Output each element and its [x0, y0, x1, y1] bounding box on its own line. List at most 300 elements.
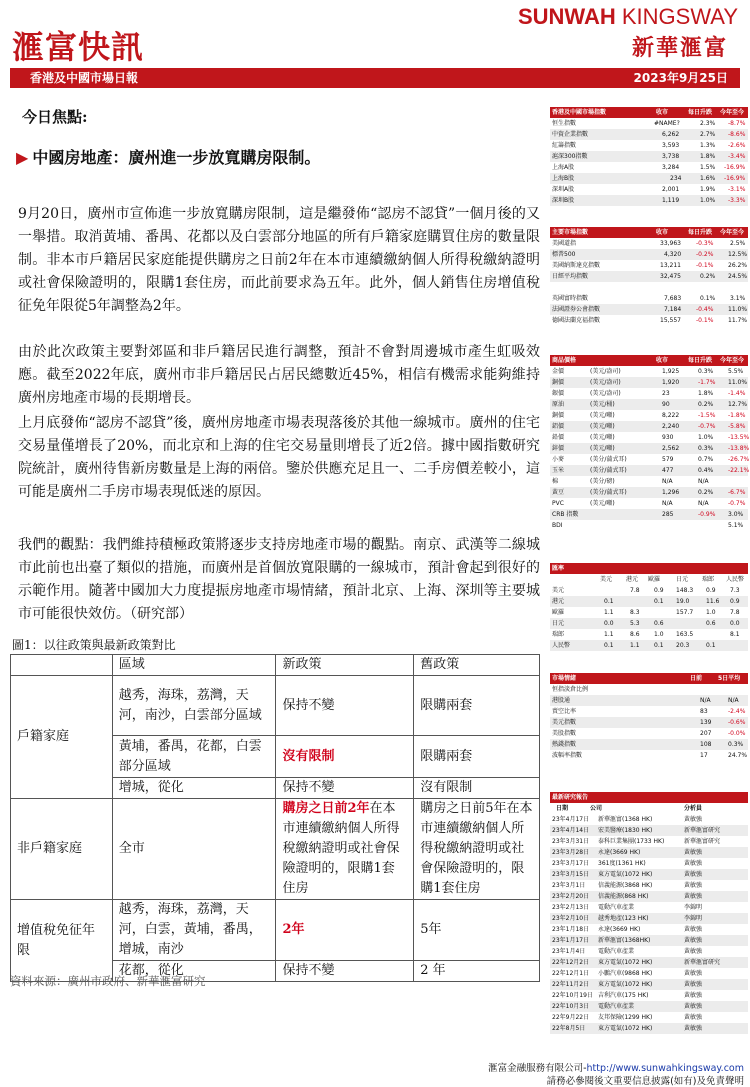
table-cell: 沒有限制 — [276, 736, 414, 778]
row-label: 瑞郎 — [552, 631, 565, 638]
row-value: (美元/噸) — [590, 412, 615, 419]
fx-rows — [550, 585, 748, 651]
row-value: 930 — [662, 434, 674, 441]
row-label: 原油 — [552, 401, 565, 408]
row-value: 黃敏強 — [684, 893, 703, 900]
row-value: 12.5% — [728, 251, 748, 258]
table-row — [550, 432, 748, 443]
logo-en-b: KINGSWAY — [621, 4, 738, 29]
row-value: -1.4% — [728, 390, 746, 397]
row-value: 1.9% — [700, 186, 716, 193]
row-label: 英國富時指數 — [552, 295, 589, 302]
research-rows — [550, 814, 748, 1034]
table-cell: 限購兩套 — [414, 736, 540, 778]
row-value: 163.5 — [676, 631, 694, 638]
table-row — [550, 118, 748, 129]
row-value: 李錦明 — [684, 915, 703, 922]
table-row — [550, 825, 748, 836]
row-label: 22年11月2日 — [552, 981, 590, 988]
row-value: 15,557 — [660, 317, 681, 324]
row-value: N/A — [662, 500, 673, 507]
table-row — [550, 315, 748, 326]
row-value: 2,562 — [662, 445, 680, 452]
table-cell: 增城，從化 — [112, 778, 276, 799]
row-value: 泰科巨業集團(1733 HK) — [598, 838, 665, 845]
row-value: 0.1 — [604, 598, 614, 605]
table-row — [550, 990, 748, 1001]
row-value: (美元/噸) — [590, 434, 615, 441]
row-label: 滬深300指數 — [552, 153, 588, 160]
row-value: 2.5% — [730, 240, 746, 247]
row-value: 黃敏強 — [684, 816, 703, 823]
row-label: CRB 指數 — [552, 511, 579, 518]
row-label: 紅籌指數 — [552, 142, 577, 149]
row-value: 7,683 — [664, 295, 682, 302]
table-row — [550, 140, 748, 151]
row-value: 1,925 — [662, 368, 680, 375]
table-row — [550, 618, 748, 629]
table-row — [550, 814, 748, 825]
row-value: 2,001 — [662, 186, 680, 193]
row-value: 0.2% — [698, 489, 714, 496]
row-value: 1.0 — [654, 631, 664, 638]
row-value: (美元/盎司) — [590, 368, 621, 375]
row-value: 0.1 — [604, 642, 614, 649]
table-row — [550, 520, 748, 531]
row-label: 22年10月3日 — [552, 1003, 590, 1010]
panel-title: 商品價格 — [552, 357, 577, 364]
row-value: 26.2% — [728, 262, 748, 269]
row-label: 法國證券公會指數 — [552, 306, 601, 313]
table-row — [550, 260, 748, 271]
row-value: 3,284 — [662, 164, 680, 171]
row-value: 電動汽車產業 — [598, 904, 635, 911]
table-row — [550, 238, 748, 249]
row-value: 信義能源(3868 HK) — [598, 882, 653, 889]
row-value: 3.1% — [730, 295, 746, 302]
row-value: 17 — [700, 752, 708, 759]
row-value: 5.5% — [728, 368, 744, 375]
table-cell: 保持不變 — [276, 961, 414, 982]
row-value: N/A — [662, 478, 673, 485]
col-header: 每日升跌 — [688, 357, 713, 364]
row-label: 23年2月10日 — [552, 915, 590, 922]
row-value: (美元/噸) — [590, 500, 615, 507]
table-row — [550, 924, 748, 935]
row-value: 7.3 — [730, 587, 740, 594]
row-value: 0.9 — [730, 598, 740, 605]
table-row — [550, 399, 748, 410]
table-row — [550, 869, 748, 880]
row-value: 1.8% — [698, 390, 714, 397]
row-label: 黃豆 — [552, 489, 565, 496]
table-row — [550, 454, 748, 465]
row-value: -2.4% — [728, 708, 746, 715]
row-value: 0.3% — [728, 741, 744, 748]
table-row — [550, 1023, 748, 1034]
row-value: 1.3% — [700, 142, 716, 149]
table-cell: 增值稅免征年限 — [11, 900, 113, 982]
row-value: 579 — [662, 456, 674, 463]
row-value: -3.3% — [728, 197, 746, 204]
research-header-row — [550, 803, 748, 814]
row-value: -0.9% — [698, 511, 716, 518]
col-header: 日期 — [556, 805, 569, 812]
row-value: 永達(3669 HK) — [598, 849, 641, 856]
panel-hk-indices — [550, 107, 748, 206]
table-cell: 全市 — [112, 799, 276, 900]
row-label: 22年8月5日 — [552, 1025, 586, 1032]
row-value: -0.7% — [698, 423, 716, 430]
row-value: -1.8% — [728, 412, 746, 419]
headline-text: 中國房地產：廣州進一步放寬購房限制。 — [32, 148, 321, 167]
table-row — [550, 465, 748, 476]
table-row — [550, 596, 748, 607]
table-row — [550, 443, 748, 454]
company-logo-cn: 新華滙富 — [631, 35, 728, 61]
panel-title: 主要市場指數 — [552, 229, 589, 236]
row-value: 20.3 — [676, 642, 690, 649]
row-label: 棉 — [552, 478, 559, 485]
row-value: 黃敏強 — [684, 970, 703, 977]
col-header: 今年至今 — [720, 357, 745, 364]
row-label: 23年4月17日 — [552, 816, 590, 823]
commodity-rows — [550, 366, 748, 531]
row-value: 7.8 — [630, 587, 640, 594]
row-value: 19.0 — [676, 598, 690, 605]
panel-header — [550, 792, 748, 803]
row-value: 24.5% — [728, 273, 748, 280]
row-label: 日元 — [552, 620, 565, 627]
row-value: -26.7% — [728, 456, 750, 463]
panel-title: 匯率 — [552, 565, 565, 572]
row-value: -0.7% — [728, 500, 746, 507]
row-label: 23年3月15日 — [552, 871, 590, 878]
table-row — [550, 585, 748, 596]
row-value: 23 — [662, 390, 670, 397]
row-value: 24.7% — [728, 752, 748, 759]
row-value: -8.6% — [728, 131, 746, 138]
row-value: 11.6 — [706, 598, 720, 605]
table-cell — [276, 799, 414, 900]
row-label: 德國法蘭克福指數 — [552, 317, 601, 324]
table-row — [550, 487, 748, 498]
company-logo-en — [518, 4, 738, 30]
paragraph-1: 9月20日，廣州市宣佈進一步放寬購房限制，這是繼發佈“認房不認貸”一個月後的又一舉措。取消黃埔、番禺、花都以及白雲部分地區的所有戶籍家庭購買住房的數量限制。非本市戶籍居民家庭能提供購房之日前2年在本市連續繳納個人所得稅繳納證明或社會保險證明的，限購1套住房，而此前要求為五年。此外，個人銷售住房增值稅征免年限從5年調整為2年。 — [18, 206, 540, 314]
row-label: 23年3月31日 — [552, 838, 590, 845]
cell-text: 在本市連續繳納個人所得稅繳納證明或社會保險證明的，限購1套住房 — [282, 801, 400, 896]
table-cell: 2 年 — [414, 961, 540, 982]
col-header: 美元 — [600, 576, 613, 583]
row-label: 鉛價 — [552, 434, 565, 441]
row-value: 285 — [662, 511, 674, 518]
arrow-right-icon: ▶ — [16, 148, 29, 167]
row-value: 新華滙富研究 — [684, 827, 721, 834]
row-label: 22年9月22日 — [552, 1014, 590, 1021]
col-header: 日元 — [676, 576, 689, 583]
table-row — [550, 293, 748, 304]
row-value: -3.4% — [728, 153, 746, 160]
row-value: -13.5% — [728, 434, 750, 441]
row-value: 黃敏強 — [684, 926, 703, 933]
row-value: -8.7% — [728, 120, 746, 127]
row-value: -2.6% — [728, 142, 746, 149]
col-header: 收市 — [656, 109, 669, 116]
table-row — [550, 249, 748, 260]
row-label: 23年1月18日 — [552, 926, 590, 933]
table-cell: 保持不變 — [276, 778, 414, 799]
row-value: 32,475 — [660, 273, 681, 280]
row-value: 157.7 — [676, 609, 694, 616]
panel-global-indices — [550, 227, 748, 326]
row-value: -1.5% — [698, 412, 716, 419]
report-date: 2023年9月25日 — [633, 71, 728, 85]
row-value: 李錦明 — [684, 904, 703, 911]
row-value: 7,184 — [664, 306, 682, 313]
row-value: #NAME? — [654, 120, 680, 127]
table-row — [550, 913, 748, 924]
row-value: (美分/蒲式耳) — [590, 456, 627, 463]
row-label: BDI — [552, 522, 563, 529]
panel-title: 市場情緒 — [552, 675, 577, 682]
table-row — [550, 173, 748, 184]
row-value: 黃敏強 — [684, 1003, 703, 1010]
table-row — [550, 1012, 748, 1023]
row-label: 美元 — [552, 587, 565, 594]
row-value: (美元/噸) — [590, 423, 615, 430]
row-label: 金價 — [552, 368, 565, 375]
row-label: 標普500 — [552, 251, 576, 258]
paragraph-2: 由於此次政策主要對郊區和非戶籍居民進行調整，預計不會對周邊城市產生虹吸效應。截至2022年底，廣州市非戶籍居民占居民總數近45%，相信有機需求能夠維持廣州房地產市場的長期增長。 — [18, 344, 540, 406]
row-value: 黃敏強 — [684, 882, 703, 889]
row-value: 108 — [700, 741, 712, 748]
row-value: -22.1% — [728, 467, 750, 474]
row-value: N/A — [698, 500, 709, 507]
col-header: 5日平均 — [718, 675, 741, 682]
row-value: (美元/噸) — [590, 445, 615, 452]
row-value: -13.8% — [728, 445, 750, 452]
row-value: 33,963 — [660, 240, 681, 247]
panel-header — [550, 673, 748, 684]
row-label: 日經平均指數 — [552, 273, 589, 280]
row-value: 477 — [662, 467, 674, 474]
row-value: 0.1 — [706, 642, 716, 649]
col-header: 今年至今 — [720, 229, 745, 236]
row-label: 港股通 — [552, 697, 571, 704]
row-label: 23年1月4日 — [552, 948, 586, 955]
figure-caption: 圖1：以往政策與最新政策對比 — [12, 638, 176, 652]
row-label: 波幅率指數 — [552, 752, 583, 759]
row-value: 1,296 — [662, 489, 680, 496]
footer-company — [488, 1060, 744, 1074]
sentiment-rows — [550, 684, 748, 761]
row-value: 234 — [670, 175, 682, 182]
table-row — [550, 891, 748, 902]
col-header: 每日升跌 — [688, 109, 713, 116]
row-label: 賣空比率 — [552, 708, 577, 715]
row-value: 2.3% — [700, 120, 716, 127]
row-value: 361度(1361 HK) — [598, 860, 646, 867]
row-label: 銀價 — [552, 390, 565, 397]
table-cell: 2年 — [276, 900, 414, 961]
row-label: 玉米 — [552, 467, 565, 474]
row-label: 港元 — [552, 598, 565, 605]
table-cell: 黃埔，番禺，花都，白雲部分區域 — [112, 736, 276, 778]
table-row — [550, 902, 748, 913]
row-label: 22年12月2日 — [552, 959, 590, 966]
row-value: 0.7% — [698, 456, 714, 463]
row-value: -6.7% — [728, 489, 746, 496]
row-label: 23年2月13日 — [552, 904, 590, 911]
row-value: 1.1 — [604, 631, 614, 638]
row-label: 熱錢指數 — [552, 741, 577, 748]
row-value: 8.3 — [630, 609, 640, 616]
source-note: 資料來源：廣州市政府、新華滙富研究 — [10, 974, 206, 988]
row-value: 8.1 — [730, 631, 740, 638]
table-cell — [11, 655, 113, 676]
table-row — [550, 728, 748, 739]
row-value: 148.3 — [676, 587, 694, 594]
row-value: 黃敏強 — [684, 849, 703, 856]
row-label: 美國納斯達克指數 — [552, 262, 601, 269]
table-cell: 保持不變 — [276, 676, 414, 736]
table-cell: 花都，從化 — [112, 961, 276, 982]
row-value: N/A — [728, 697, 739, 704]
panel-header — [550, 563, 748, 574]
row-value: 0.1 — [654, 642, 664, 649]
policy-table — [10, 654, 540, 982]
table-row — [550, 880, 748, 891]
row-value: 黃敏強 — [684, 1025, 703, 1032]
col-header: 分析員 — [684, 805, 703, 812]
row-value: 黃敏強 — [684, 860, 703, 867]
row-value: 新華滙富研究 — [684, 838, 721, 845]
row-label: 23年3月28日 — [552, 849, 590, 856]
row-value: 1.5% — [700, 164, 716, 171]
fx-header-row — [550, 574, 748, 585]
row-value: 新華滙富(1368HK) — [598, 937, 651, 944]
panel-commodities — [550, 355, 748, 531]
row-label: 22年10月19日 — [552, 992, 593, 999]
row-value: 207 — [700, 730, 712, 737]
row-value: 3,593 — [662, 142, 680, 149]
row-value: 小鵬汽車(9868 HK) — [598, 970, 653, 977]
row-value: 電動汽車產業 — [598, 948, 635, 955]
row-value: 永達(3669 HK) — [598, 926, 641, 933]
row-label: 上海B股 — [552, 175, 575, 182]
row-label: 23年2月20日 — [552, 893, 590, 900]
table-row — [550, 129, 748, 140]
table-cell: 購房之日前5年在本市連續繳納個人所得稅繳納證明或社會保險證明的，限購1套住房 — [414, 799, 540, 900]
row-value: 宏美醫療(1830 HK) — [598, 827, 653, 834]
row-value: 0.3% — [698, 368, 714, 375]
row-value: -0.1% — [696, 262, 714, 269]
row-value: 83 — [700, 708, 708, 715]
row-value: 信義能源(868 HK) — [598, 893, 649, 900]
row-value: 0.0 — [604, 620, 614, 627]
table-row — [550, 151, 748, 162]
row-value: 139 — [700, 719, 712, 726]
footer-disclaimer: 請務必參閱後文重要信息披露(如有)及免責聲明 — [546, 1076, 744, 1087]
table-row — [550, 935, 748, 946]
row-value: 1,119 — [662, 197, 680, 204]
row-value: 0.9 — [654, 587, 664, 594]
row-value: 1.0% — [698, 434, 714, 441]
row-value: -0.4% — [696, 306, 714, 313]
row-value: 11.7% — [728, 317, 748, 324]
row-value: 4,320 — [664, 251, 682, 258]
row-value: (美元/桶) — [590, 401, 615, 408]
row-value: 黃敏強 — [684, 992, 703, 999]
panel-fx — [550, 563, 748, 651]
row-value: 0.9 — [706, 587, 716, 594]
table-row — [550, 946, 748, 957]
row-value: 0.6 — [654, 620, 664, 627]
table-cell: 越秀，海珠，荔灣，天河，南沙，白雲部分區域 — [112, 676, 276, 736]
table-cell: 非戶籍家庭 — [11, 799, 113, 900]
row-value: 3,738 — [662, 153, 680, 160]
panel-sentiment — [550, 673, 748, 761]
row-value: 0.3% — [698, 445, 714, 452]
row-value: 13,211 — [660, 262, 681, 269]
table-row — [550, 968, 748, 979]
table-cell: 限購兩套 — [414, 676, 540, 736]
row-label: 深圳B股 — [552, 197, 575, 204]
row-value: 0.1 — [654, 598, 664, 605]
table-row — [550, 410, 748, 421]
paragraph-3: 上月底發佈“認房不認貸”後，廣州房地產市場表現落後於其他一線城市。廣州的住宅交易量僅增長了20%，而北京和上海的住宅交易量則增長了近2倍。據中國指數研究院統計，廣州待售新房數量是上海的兩倍。鑒於供應充足且一、二手房價差較小，這可能是廣州二手房市場表現低迷的原因。 — [18, 415, 540, 500]
table-row — [550, 858, 748, 869]
row-value: 黃敏強 — [684, 1014, 703, 1021]
row-value: -0.6% — [728, 719, 746, 726]
highlight-text: 購房之日前2年 — [282, 801, 370, 816]
row-value: (美分/蒲式耳) — [590, 489, 627, 496]
row-value: 電動汽車產業 — [598, 1003, 635, 1010]
table-row — [550, 271, 748, 282]
row-label: 鋅價 — [552, 445, 565, 452]
row-value: 1.8% — [700, 153, 716, 160]
col-header: 歐羅 — [648, 576, 661, 583]
table-row — [550, 739, 748, 750]
table-cell: 戶籍家庭 — [11, 676, 113, 799]
row-value: 東方電氣(1072 HK) — [598, 871, 653, 878]
col-header: 今年至今 — [720, 109, 745, 116]
row-value: (美分/磅) — [590, 478, 615, 485]
table-row — [550, 750, 748, 761]
table-row — [550, 498, 748, 509]
row-value: 黃敏強 — [684, 981, 703, 988]
row-value: -16.9% — [724, 175, 746, 182]
row-value: 0.4% — [698, 467, 714, 474]
row-label: 歐羅 — [552, 609, 565, 616]
row-label: 鋁價 — [552, 423, 565, 430]
headline — [16, 145, 320, 168]
col-header: 港元 — [626, 576, 639, 583]
row-value: 黃敏強 — [684, 871, 703, 878]
row-value: N/A — [698, 478, 709, 485]
row-value: 吉利汽車(175 HK) — [598, 992, 649, 999]
row-value: 0.2% — [698, 401, 714, 408]
table-row — [550, 184, 748, 195]
row-label: 人民幣 — [552, 642, 571, 649]
table-row — [550, 377, 748, 388]
table-row — [550, 366, 748, 377]
footer-link[interactable]: http://www.sunwahkingsway.com — [586, 1063, 744, 1074]
table-row — [550, 957, 748, 968]
table-row — [550, 195, 748, 206]
col-header: 收市 — [656, 229, 669, 236]
row-value: 0.1% — [700, 295, 716, 302]
